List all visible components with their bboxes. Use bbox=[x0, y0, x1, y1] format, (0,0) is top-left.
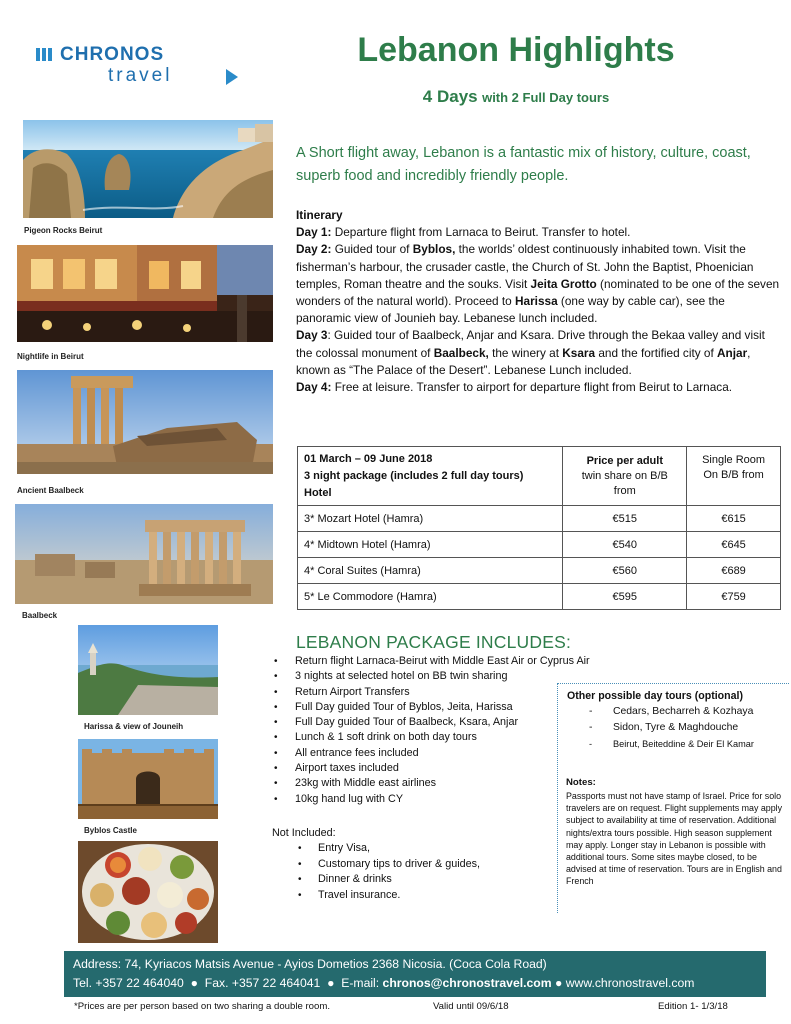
place-anjar: Anjar bbox=[717, 345, 748, 360]
price-single: €615 bbox=[687, 506, 781, 532]
price-adult: €515 bbox=[563, 506, 687, 532]
itinerary-heading: Itinerary bbox=[296, 208, 343, 222]
edition-note: Edition 1- 1/3/18 bbox=[658, 1001, 728, 1012]
validity-note: Valid until 09/6/18 bbox=[433, 1001, 509, 1012]
day-text: (nominated to be one of the seven wonders of the natural world). Proceed to bbox=[296, 276, 780, 309]
intro-text: A Short flight away, Lebanon is a fantastic mix of history, culture, coast, superb food and incredibly friendly people. bbox=[296, 145, 751, 184]
place-harissa: Harissa bbox=[515, 294, 558, 309]
photo-caption: Harissa & view of Jouneih bbox=[84, 722, 184, 731]
table-row bbox=[298, 532, 781, 558]
header-hotel: Hotel bbox=[304, 486, 332, 499]
header-price-adult-label: Price per adult bbox=[586, 454, 663, 467]
list-item: • Customary tips to driver & guides, bbox=[298, 857, 538, 873]
header-twin-share: twin share on B/B bbox=[581, 469, 668, 482]
notes-title: Notes: bbox=[566, 777, 596, 788]
bullet-icon: ● bbox=[190, 976, 198, 990]
list-item: • All entrance fees included bbox=[274, 746, 634, 761]
price-table bbox=[297, 446, 781, 610]
price-adult: €560 bbox=[563, 558, 687, 584]
day-text: Departure flight from Larnaca to Beirut. Transfer to hotel. bbox=[331, 225, 631, 240]
not-included-label: Not Included: bbox=[272, 827, 336, 839]
day-label: Day 2: bbox=[296, 242, 332, 257]
hotel-name: 4* Coral Suites (Hamra) bbox=[298, 558, 563, 584]
footer-email-link[interactable]: chronos@chronostravel.com bbox=[382, 976, 552, 990]
day-label: Day 3 bbox=[296, 328, 328, 343]
price-single: €645 bbox=[687, 532, 781, 558]
table-row bbox=[298, 506, 781, 532]
table-row bbox=[298, 558, 781, 584]
header-from: from bbox=[613, 484, 636, 497]
photo-baalbeck bbox=[15, 504, 273, 604]
place-jeita-grotto: Jeita Grotto bbox=[530, 276, 597, 291]
page-subtitle bbox=[296, 86, 736, 109]
footer-fax: Fax. +357 22 464041 bbox=[204, 976, 321, 990]
day-text: Free at leisure. Transfer to airport for departure flight from Beirut to Larnaca. bbox=[331, 380, 733, 395]
place-baalbeck: Baalbeck, bbox=[433, 345, 489, 360]
day-text: , known as “The Palace of the Desert”. Lebanese Lunch included. bbox=[296, 345, 751, 377]
footer-address: Address: 74, Kyriacos Matsis Avenue - Ayios Dometios 2368 Nicosia. (Coca Cola Road) bbox=[73, 957, 547, 971]
header-single-room bbox=[687, 447, 781, 506]
day-text: Guided tour of bbox=[331, 242, 413, 257]
hotel-name: 4* Midtown Hotel (Hamra) bbox=[298, 532, 563, 558]
photo-nightlife-beirut bbox=[17, 245, 273, 342]
footer-tel: Tel. +357 22 464040 bbox=[73, 976, 184, 990]
photo-caption: Pigeon Rocks Beirut bbox=[24, 226, 103, 235]
list-item: • Lunch & 1 soft drink on both day tours bbox=[274, 730, 634, 745]
price-disclaimer: *Prices are per person based on two sharing a double room. bbox=[74, 1001, 330, 1012]
place-ksara: Ksara bbox=[562, 345, 596, 360]
list-item: - Cedars, Becharreh & Kozhaya bbox=[589, 704, 754, 720]
subtitle-days: 4 Days bbox=[422, 87, 478, 106]
hotel-name: 5* Le Commodore (Hamra) bbox=[298, 584, 563, 610]
contact-footer bbox=[64, 951, 766, 997]
logo-arrow-icon bbox=[226, 69, 238, 85]
photo-harissa bbox=[78, 625, 218, 715]
photo-caption: Baalbeck bbox=[22, 611, 58, 620]
day-text: the worlds’ oldest continuously inhabited town. Visit the fisherman’s harbour, the crusader castle, the Church of St. John the Baptist, Phoenician temples, Roman theatre and the souks. Visit bbox=[296, 242, 754, 291]
price-adult: €540 bbox=[563, 532, 687, 558]
notes-text: Passports must not have stamp of Israel. Price for solo travelers are on request. Flight supplements may apply subject to availability at time of reservation. Additional nights/extra tours possible. High season supplement may apply. Longer stay in Lebanon is possible with additional tours. Some sites maybe closed, to be advised at time of reservation. Tours are in English and French bbox=[566, 791, 783, 887]
package-includes-title: LEBANON PACKAGE INCLUDES: bbox=[296, 632, 572, 652]
day-text: the winery at bbox=[488, 345, 563, 360]
footer-contacts bbox=[73, 975, 694, 991]
optional-tours-title: Other possible day tours (optional) bbox=[567, 690, 743, 702]
list-item: • 3 nights at selected hotel on BB twin sharing bbox=[274, 669, 634, 684]
itinerary-day-3 bbox=[296, 327, 782, 379]
price-table-header bbox=[298, 447, 781, 506]
bullet-icon: ● bbox=[554, 976, 563, 990]
day-text: : Guided tour of Baalbeck, Anjar and Ksara. Drive through the Bekaa valley and visit the colossal monument of bbox=[296, 328, 765, 360]
day-label: Day 1: bbox=[296, 225, 332, 240]
list-item: • Travel insurance. bbox=[298, 888, 538, 904]
list-item: • 10kg hand lug with CY bbox=[274, 792, 634, 807]
itinerary-day-4 bbox=[296, 379, 782, 396]
price-single: €689 bbox=[687, 558, 781, 584]
header-price-adult bbox=[563, 447, 687, 506]
list-item: - Sidon, Tyre & Maghdouche bbox=[589, 720, 754, 736]
list-item: • Return Airport Transfers bbox=[274, 685, 634, 700]
photo-lebanese-mezze bbox=[78, 841, 218, 943]
list-item: • 23kg with Middle east airlines bbox=[274, 776, 634, 791]
price-adult: €595 bbox=[563, 584, 687, 610]
table-row bbox=[298, 584, 781, 610]
photo-caption: Nightlife in Beirut bbox=[17, 352, 84, 361]
photo-caption: Ancient Baalbeck bbox=[17, 486, 84, 495]
list-item: • Return flight Larnaca-Beirut with Middle East Air or Cyprus Air bbox=[274, 654, 634, 669]
header-dates: 01 March – 09 June 2018 bbox=[304, 452, 433, 465]
list-item: • Airport taxes included bbox=[274, 761, 634, 776]
day-text: and the fortified city of bbox=[595, 345, 718, 360]
header-period bbox=[298, 447, 563, 506]
header-single-basis: On B/B from bbox=[703, 469, 764, 481]
optional-tours-list bbox=[589, 704, 754, 752]
photo-byblos-castle bbox=[78, 739, 218, 819]
list-item: • Entry Visa, bbox=[298, 841, 538, 857]
subtitle-tours: with 2 Full Day tours bbox=[482, 90, 610, 105]
photo-pigeon-rocks bbox=[23, 120, 273, 218]
list-item: • Full Day guided Tour of Byblos, Jeita, Harissa bbox=[274, 700, 634, 715]
logo-bars-icon bbox=[36, 48, 52, 61]
place-byblos: Byblos, bbox=[412, 242, 456, 257]
chronos-travel-logo bbox=[36, 44, 216, 94]
list-item: - Beirut, Beiteddine & Deir El Kamar bbox=[589, 736, 754, 752]
price-single: €759 bbox=[687, 584, 781, 610]
itinerary bbox=[296, 207, 782, 396]
itinerary-day-2 bbox=[296, 241, 782, 327]
day-text: (one way by cable car), see the panoramic view of Jounieh bay. Lebanese lunch included. bbox=[296, 294, 725, 326]
photo-ancient-baalbeck bbox=[17, 370, 273, 474]
not-included-list bbox=[298, 841, 538, 903]
header-single-label: Single Room bbox=[702, 454, 766, 466]
photo-caption: Byblos Castle bbox=[84, 826, 137, 835]
hotel-name: 3* Mozart Hotel (Hamra) bbox=[298, 506, 563, 532]
header-package: 3 night package (includes 2 full day tours) bbox=[304, 469, 524, 482]
logo-name-top: CHRONOS bbox=[60, 44, 165, 65]
itinerary-day-1 bbox=[296, 224, 782, 241]
page-title: Lebanon Highlights bbox=[357, 31, 675, 69]
list-item: • Full Day guided Tour of Baalbeck, Ksara, Anjar bbox=[274, 715, 634, 730]
day-label: Day 4: bbox=[296, 380, 332, 395]
bullet-icon: ● bbox=[327, 976, 335, 990]
footer-email-label: E-mail: bbox=[341, 976, 383, 990]
logo-name-bottom: travel bbox=[108, 65, 173, 86]
list-item: • Dinner & drinks bbox=[298, 872, 538, 888]
footer-website-link[interactable]: www.chronostravel.com bbox=[565, 976, 695, 990]
